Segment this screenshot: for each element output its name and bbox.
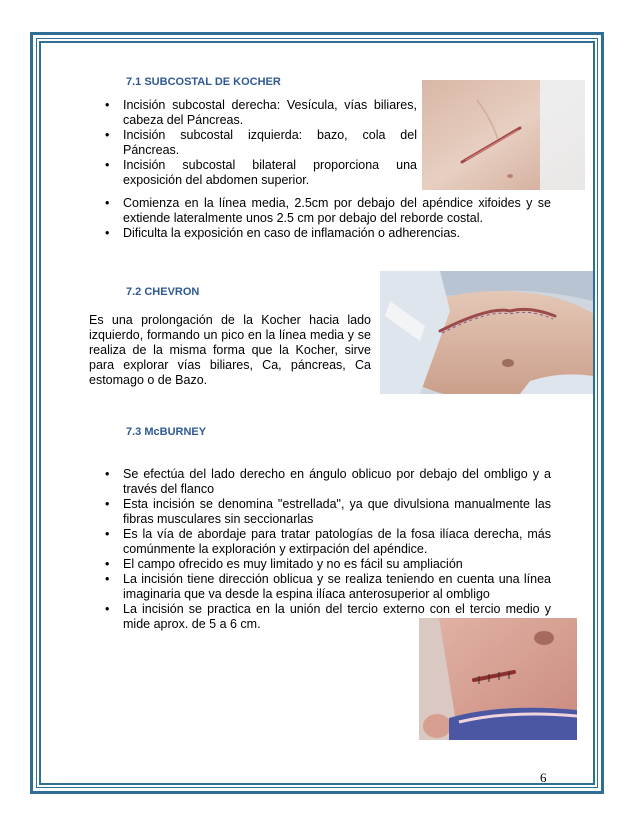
page-number: 6	[540, 770, 547, 785]
mcburney-bullet-4: • El campo ofrecido es muy limitado y no es fácil su ampliación	[103, 557, 551, 572]
mcburney-bullet-1: • Se efectúa del lado derecho en ángulo oblicuo por debajo del ombligo y a través del flanco	[103, 467, 551, 497]
kocher-bullet-2: • Incisión subcostal izquierda: bazo, cola del Páncreas.	[103, 128, 417, 158]
mcburney-bullet-3: • Es la vía de abordaje para tratar patologías de la fosa ilíaca derecha, más comúnmente la exploración y extirpación del apéndice.	[103, 527, 551, 557]
kocher-bullet-4: • Comienza en la línea media, 2.5cm por debajo del apéndice xifoides y se extiende lateralmente unos 2.5 cm por debajo del reborde costal.	[103, 196, 551, 226]
kocher-bullet-list-top	[103, 98, 417, 188]
kocher-bullet-list-bottom	[103, 196, 551, 241]
kocher-bullet-3: • Incisión subcostal bilateral proporciona una exposición del abdomen superior.	[103, 158, 417, 188]
kocher-heading: 7.1 SUBCOSTAL DE KOCHER	[126, 76, 281, 88]
mcburney-incision-photo	[419, 618, 577, 740]
mcburney-bullet-6: • La incisión se practica en la unión del tercio externo con el tercio medio y mide aprox. de 5 a 6 cm.	[103, 602, 551, 632]
kocher-incision-photo	[422, 80, 585, 190]
mcburney-photo-graphic	[419, 618, 577, 740]
mcburney-bullet-2: • Esta incisión se denomina "estrellada", ya que divulsiona manualmente las fibras musculares sin seccionarlas	[103, 497, 551, 527]
chevron-photo-graphic	[380, 271, 593, 394]
mcburney-heading: 7.3 McBURNEY	[126, 426, 207, 438]
mcburney-bullet-5: • La incisión tiene dirección oblicua y se realiza teniendo en cuenta una línea imaginaria que va desde la espina ilíaca anterosuperior al ombligo	[103, 572, 551, 602]
chevron-incision-photo	[380, 271, 593, 394]
kocher-photo-graphic	[422, 80, 585, 190]
kocher-bullet-1: • Incisión subcostal derecha: Vesícula, vías biliares, cabeza del Páncreas.	[103, 98, 417, 128]
mcburney-bullet-list	[103, 467, 551, 632]
chevron-paragraph: Es una prolongación de la Kocher hacia lado izquierdo, formando un pico en la línea media y se realiza de la misma forma que la Kocher, sirve para explorar vías biliares, Ca, páncreas, Ca estomago o de Bazo.	[89, 313, 371, 387]
kocher-bullet-5: • Dificulta la exposición en caso de inflamación o adherencias.	[103, 226, 551, 241]
chevron-heading: 7.2 CHEVRON	[126, 286, 200, 298]
